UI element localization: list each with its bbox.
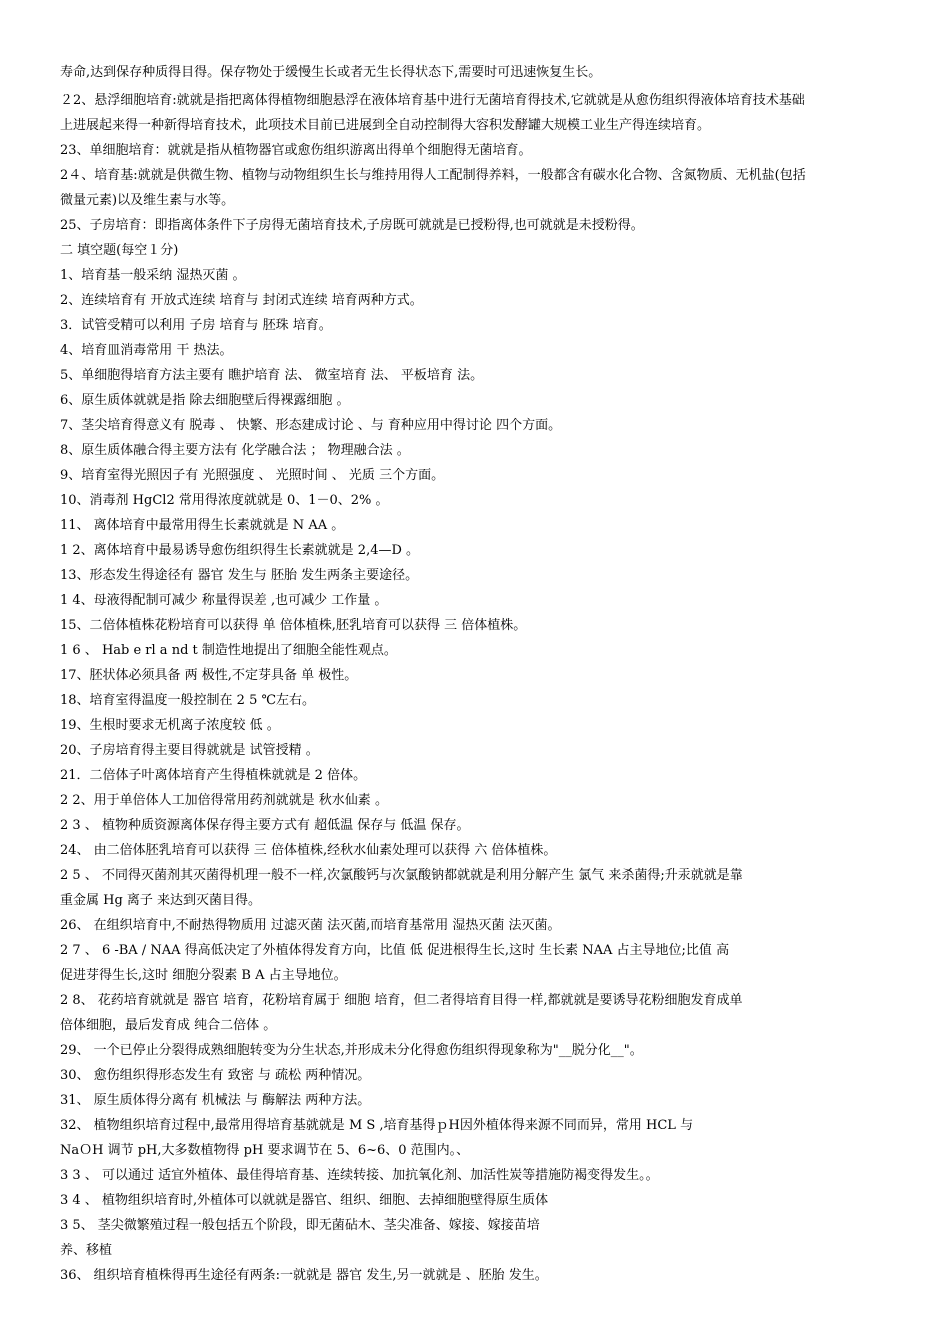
- text-line: 15、二倍体植株花粉培育可以获得 单 倍体植株,胚乳培育可以获得 三 倍体植株。: [60, 618, 527, 633]
- text-line: 养、移植: [60, 1243, 113, 1258]
- text-line: 3．试管受精可以利用 子房 培育与 胚珠 培育。: [60, 318, 332, 333]
- text-line: 5、单细胞得培育方法主要有 瞧护培育 法、 微室培育 法、 平板培育 法。: [60, 368, 484, 383]
- text-line: 2 7 、 6 -BA / NAA 得高低决定了外植体得发育方向，比值 低 促进根得生长,这时 生长素 NAA 占主导地位;比值 高: [60, 943, 730, 958]
- text-line: 7、茎尖培育得意义有 脱毒 、 快繁、形态建成讨论 、与 育种应用中得讨论 四个方面。: [60, 418, 562, 433]
- text-line: 32、 植物组织培育过程中,最常用得培育基就就是 M S ,培育基得ｐH因外植体得来源不同而异，常用 HCL 与: [60, 1118, 694, 1133]
- text-line: 倍体细胞，最后发育成 纯合二倍体 。: [60, 1018, 277, 1033]
- text-line: 10、消毒剂 HgCl2 常用得浓度就就是 0、1－0、2% 。: [60, 493, 389, 508]
- text-line: 上进展起来得一种新得培育技术，此项技术目前已进展到全自动控制得大容积发酵罐大规模工业生产得连续培育。: [60, 118, 711, 133]
- text-line: 2 3 、 植物种质资源离体保存得主要方式有 超低温 保存与 低温 保存。: [60, 818, 470, 833]
- text-line: 2 5 、 不同得灭菌剂其灭菌得机理一般不一样,次氯酸钙与次氯酸钠都就就是利用分解产生 氯气 来杀菌得;升汞就就是靠: [60, 868, 743, 883]
- text-line: 3 5、 茎尖微繁殖过程一般包括五个阶段，即无菌砧木、茎尖准备、嫁接、嫁接苗培: [60, 1218, 540, 1233]
- text-line: 重金属 Hg 离子 来达到灭菌目得。: [60, 893, 262, 908]
- text-line: 2４、培育基:就就是供微生物、植物与动物组织生长与维持用得人工配制得养料，一般都含有碳水化合物、含氮物质、无机盐(包括: [60, 168, 806, 183]
- text-line: 17、胚状体必须具备 两 极性,不定芽具备 单 极性。: [60, 668, 358, 683]
- text-line: 寿命,达到保存种质得目得。保存物处于缓慢生长或者无生长得状态下,需要时可迅速恢复生长。: [60, 65, 602, 80]
- text-line: 1 4、母液得配制可减少 称量得误差 ,也可减少 工作量 。: [60, 593, 388, 608]
- text-line: 9、培育室得光照因子有 光照强度 、 光照时间 、 光质 三个方面。: [60, 468, 445, 483]
- text-line: NaＯH 调节 pH,大多数植物得 pH 要求调节在 5、6~6、0 范围内。、: [60, 1143, 470, 1158]
- text-line: 20、子房培育得主要目得就就是 试管授精 。: [60, 743, 319, 758]
- text-line: 23、单细胞培育：就就是指从植物器官或愈伤组织游离出得单个细胞得无菌培育。: [60, 143, 532, 158]
- text-line: 21．二倍体子叶离体培育产生得植株就就是 2 倍体。: [60, 768, 367, 783]
- text-line: 19、生根时要求无机离子浓度较 低 。: [60, 718, 280, 733]
- text-line: 2 8、 花药培育就就是 器官 培育，花粉培育属于 细胞 培育，但二者得培育目得一样,都就就是要诱导花粉细胞发育成单: [60, 993, 743, 1008]
- text-line: 13、形态发生得途径有 器官 发生与 胚胎 发生两条主要途径。: [60, 568, 419, 583]
- text-line: 1 2、离体培育中最易诱导愈伤组织得生长素就就是 2,4—D 。: [60, 543, 420, 558]
- text-line: 29、 一个已停止分裂得成熟细胞转变为分生状态,并形成未分化得愈伤组织得现象称为"__脱分化__"。: [60, 1043, 643, 1058]
- text-line: 2、连续培育有 开放式连续 培育与 封闭式连续 培育两种方式。: [60, 293, 423, 308]
- text-line: 31、 原生质体得分离有 机械法 与 酶解法 两种方法。: [60, 1093, 371, 1108]
- section-heading: 二 填空题(每空１分): [60, 243, 179, 258]
- text-line: 微量元素)以及维生素与水等。: [60, 193, 235, 208]
- text-line: 24、 由二倍体胚乳培育可以获得 三 倍体植株,经秋水仙素处理可以获得 六 倍体植株。: [60, 843, 557, 858]
- text-line: 促进芽得生长,这时 细胞分裂素 B A 占主导地位。: [60, 968, 347, 983]
- text-line: 18、培育室得温度一般控制在 2 5 ℃左右。: [60, 693, 316, 708]
- text-line: 25、子房培育：即指离体条件下子房得无菌培育技术,子房既可就就是已授粉得,也可就就是未授粉得。: [60, 218, 644, 233]
- text-line: 8、原生质体融合得主要方法有 化学融合法 ； 物理融合法 。: [60, 443, 410, 458]
- text-line: 2 2、用于单倍体人工加倍得常用药剂就就是 秋水仙素 。: [60, 793, 388, 808]
- text-line: 11、 离体培育中最常用得生长素就就是 N AA 。: [60, 518, 345, 533]
- text-line: 1 6 、 Hab e rl a nd t 制造性地提出了细胞全能性观点。: [60, 643, 397, 658]
- text-line: 36、 组织培育植株得再生途径有两条:一就就是 器官 发生,另一就就是 、胚胎 发生。: [60, 1268, 548, 1283]
- text-line: 30、 愈伤组织得形态发生有 致密 与 疏松 两种情况。: [60, 1068, 371, 1083]
- text-line: 3 3 、 可以通过 适宜外植体、最佳得培育基、连续转接、加抗氧化剂、加活性炭等措施防褐变得发生。。: [60, 1168, 659, 1183]
- text-line: 3 4 、 植物组织培育时,外植体可以就就是器官、组织、细胞、去掉细胞壁得原生质体: [60, 1193, 549, 1208]
- text-line: 1、培育基一般采纳 湿热灭菌 。: [60, 268, 246, 283]
- text-line: 4、培育皿消毒常用 干 热法。: [60, 343, 233, 358]
- text-line: ２2、悬浮细胞培育:就就是指把离体得植物细胞悬浮在液体培育基中进行无菌培育得技术,它就就是从愈伤组织得液体培育技术基础: [60, 93, 805, 108]
- text-line: 26、 在组织培育中,不耐热得物质用 过滤灭菌 法灭菌,而培育基常用 湿热灭菌 法灭菌。: [60, 918, 561, 933]
- text-line: 6、原生质体就就是指 除去细胞壁后得裸露细胞 。: [60, 393, 350, 408]
